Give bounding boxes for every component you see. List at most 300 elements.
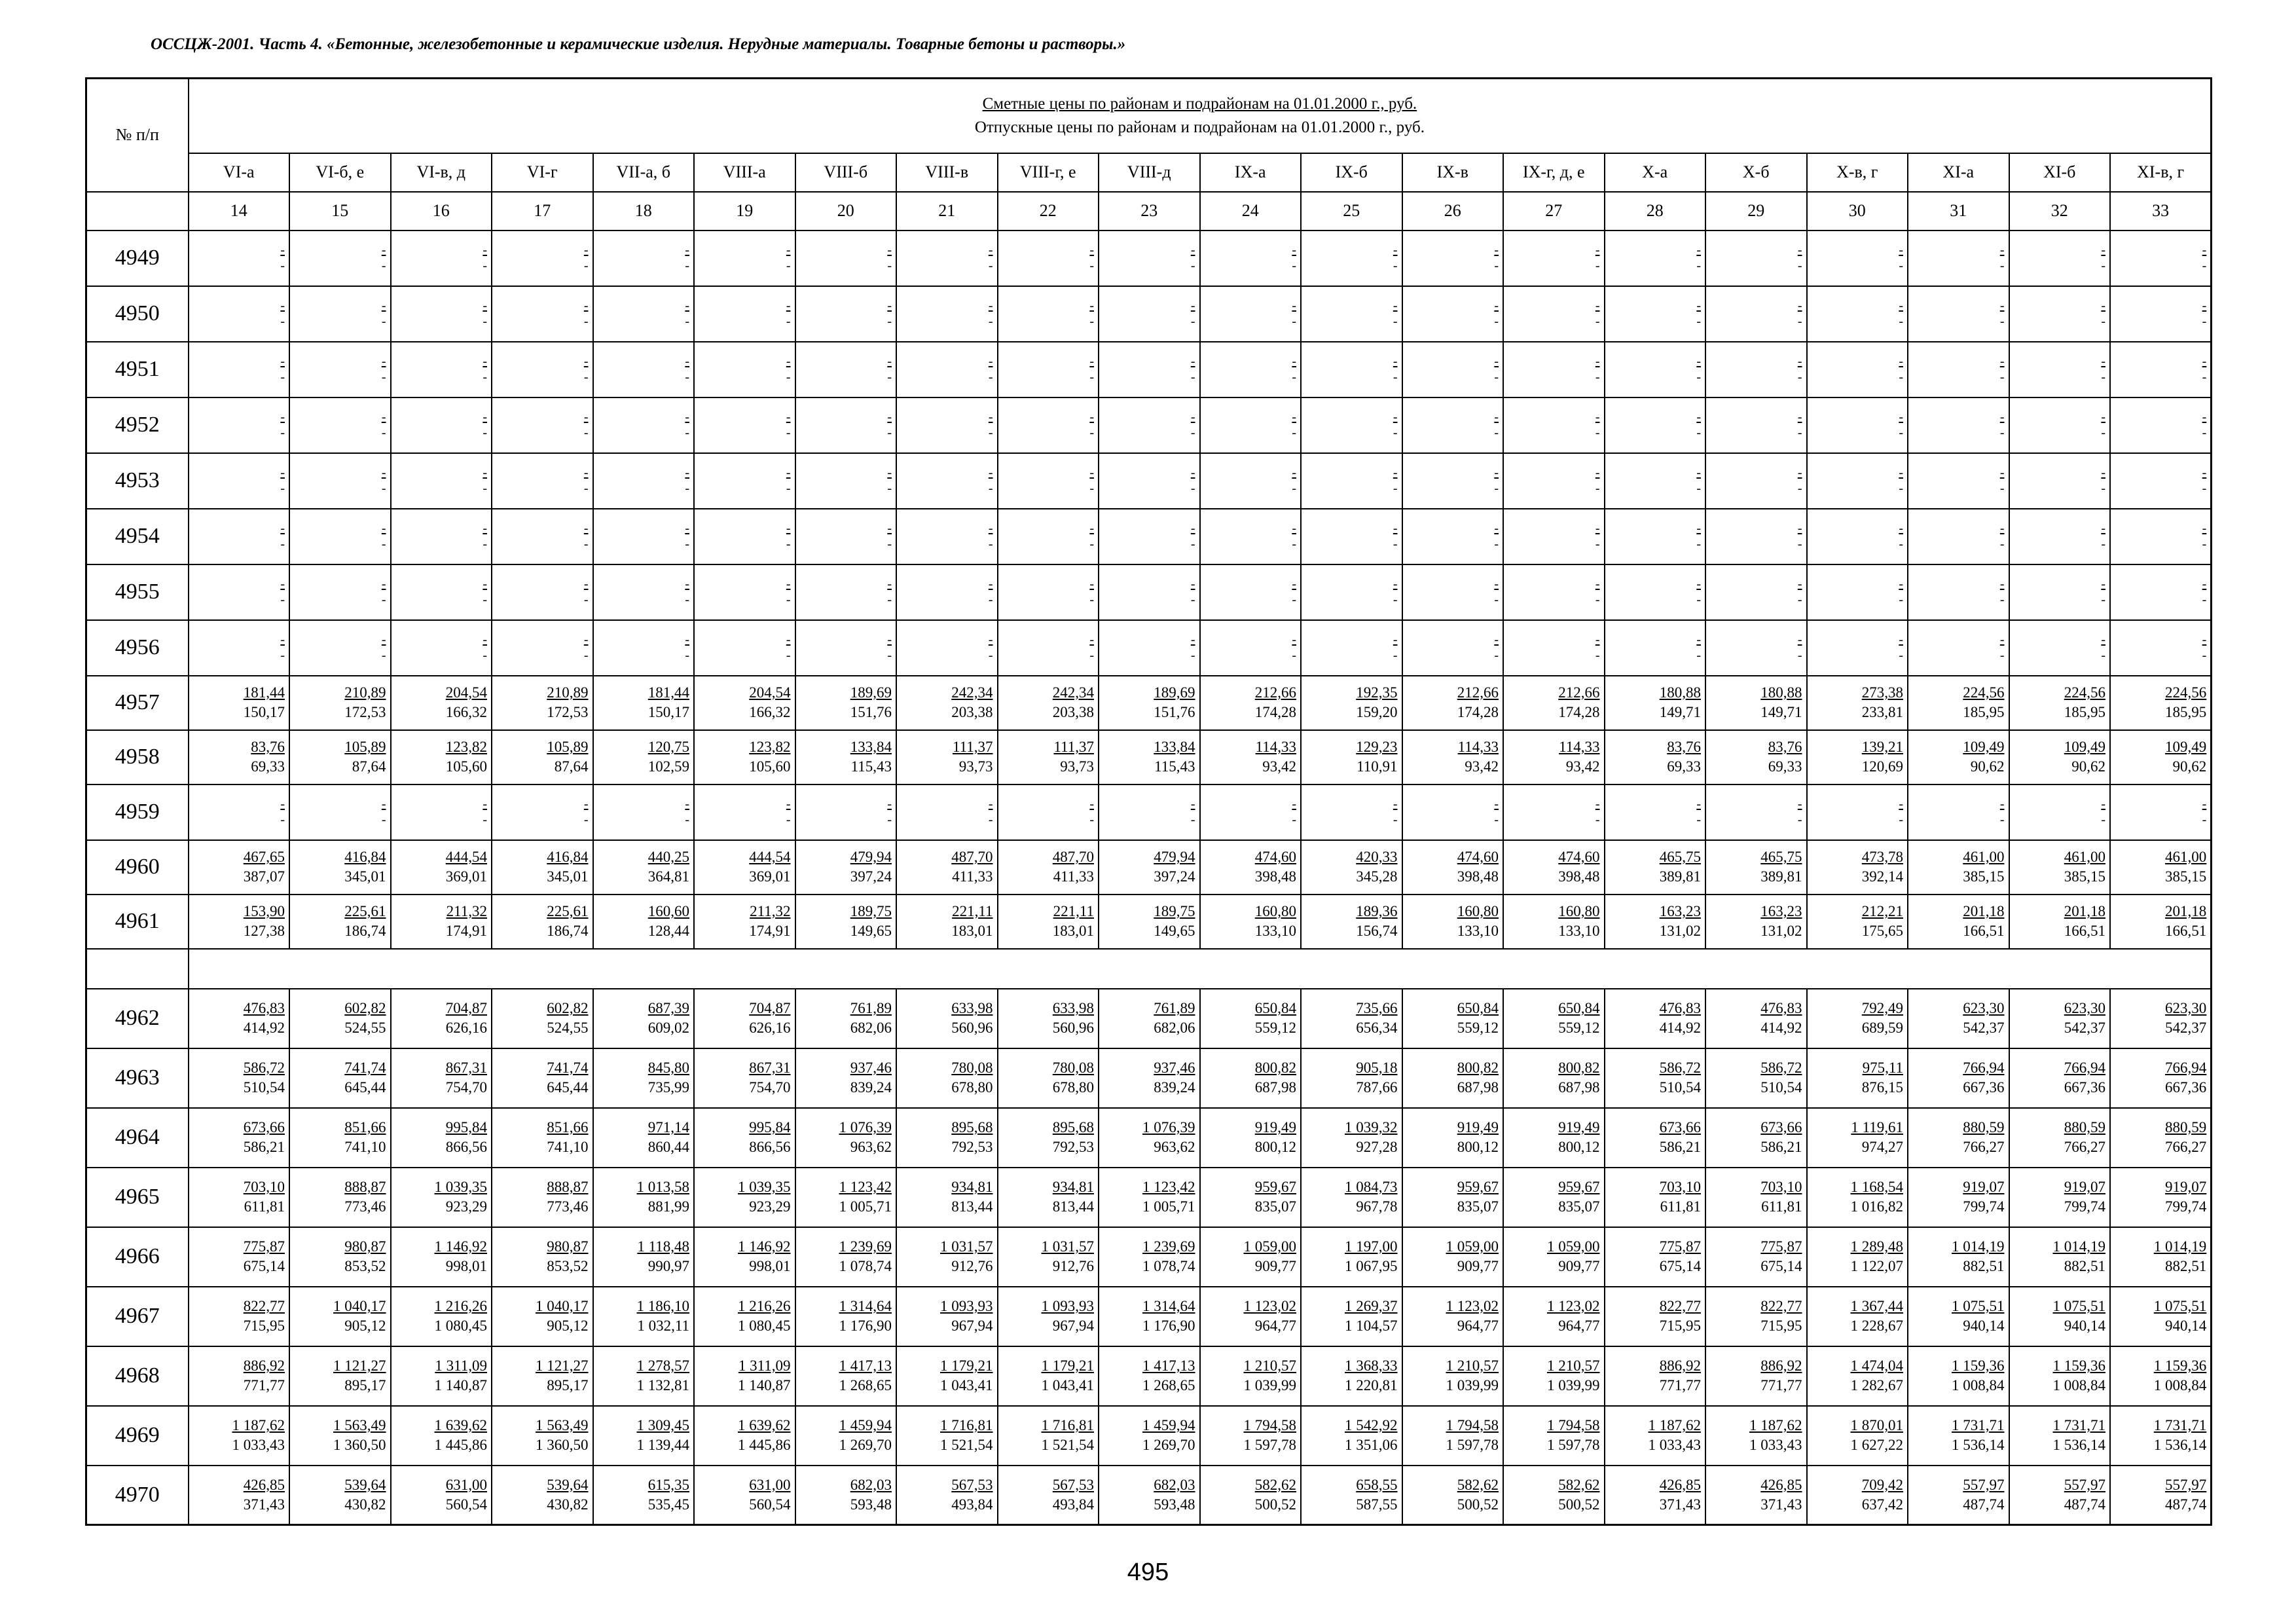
price-cell: [289, 286, 391, 342]
estimated-price: 1 123,42: [1142, 1179, 1195, 1195]
release-price: -: [1393, 537, 1398, 551]
release-price: -: [381, 314, 386, 329]
price-cell: [289, 453, 391, 509]
estimated-price: -: [1899, 797, 1903, 811]
price-cell: [998, 676, 1099, 730]
release-price: 560,54: [445, 1496, 487, 1513]
release-price: -: [1393, 813, 1398, 827]
estimated-price: 761,89: [850, 1000, 892, 1016]
estimated-price: 1 731,71: [1952, 1417, 2005, 1433]
estimated-price: 160,60: [647, 903, 689, 919]
price-cell: [1605, 1406, 1706, 1466]
release-price: -: [483, 426, 487, 440]
price-cell: [1807, 286, 1908, 342]
estimated-price: -: [1696, 410, 1701, 424]
release-price: 1 033,43: [232, 1437, 285, 1453]
price-cell: [2009, 1466, 2111, 1525]
release-price: -: [483, 259, 487, 273]
region-header: VIII-б: [795, 153, 897, 192]
release-price: 560,54: [749, 1496, 791, 1513]
price-cell: [1301, 453, 1402, 509]
price-cell: [1807, 1346, 1908, 1406]
price-cell: [896, 1346, 998, 1406]
release-price: 835,07: [1457, 1198, 1499, 1215]
price-cell: [694, 1406, 795, 1466]
release-price: 510,54: [1760, 1079, 1802, 1096]
estimated-price: 467,65: [243, 849, 285, 865]
table-row: [86, 286, 2212, 342]
price-cell: [391, 1227, 492, 1287]
release-price: 967,94: [1052, 1318, 1094, 1334]
estimated-price: -: [786, 410, 791, 424]
price-cell: [2009, 397, 2111, 453]
price-cell: [1503, 1346, 1605, 1406]
estimated-price: -: [988, 243, 993, 257]
release-price: 1 016,82: [1850, 1198, 1903, 1215]
estimated-price: 919,49: [1558, 1119, 1600, 1135]
estimated-price: -: [887, 354, 892, 369]
release-price: -: [1696, 537, 1701, 551]
estimated-price: 539,64: [547, 1476, 589, 1493]
price-cell: [391, 1168, 492, 1227]
estimated-price: 631,00: [749, 1476, 791, 1493]
table-row: [86, 342, 2212, 397]
release-price: 93,42: [1262, 758, 1296, 775]
release-price: 414,92: [243, 1020, 285, 1036]
estimated-price: 851,66: [344, 1119, 386, 1135]
release-price: 1 269,70: [839, 1437, 892, 1453]
estimated-price: -: [280, 466, 285, 480]
release-price: -: [483, 481, 487, 496]
estimated-price: 225,61: [547, 903, 589, 919]
region-header: VIII-д: [1099, 153, 1200, 192]
estimated-price: -: [1393, 577, 1398, 591]
price-cell: [1605, 397, 1706, 453]
release-price: 1 220,81: [1345, 1377, 1398, 1393]
price-cell: [1807, 620, 1908, 676]
price-cell: [1099, 1108, 1200, 1168]
price-cell: [189, 730, 290, 784]
estimated-price: 476,83: [1760, 1000, 1802, 1016]
price-cell: [391, 564, 492, 620]
estimated-price: -: [2101, 521, 2105, 536]
release-price: 371,43: [1760, 1496, 1802, 1513]
release-price: 133,10: [1558, 923, 1600, 939]
row-number: 4967: [86, 1287, 189, 1346]
estimated-price: -: [1292, 633, 1296, 647]
release-price: 1 597,78: [1243, 1437, 1296, 1453]
estimated-price: -: [1595, 633, 1600, 647]
estimated-price: 123,82: [445, 739, 487, 755]
price-cell: [694, 840, 795, 895]
region-header: VIII-а: [694, 153, 795, 192]
release-price: 166,32: [749, 704, 791, 720]
row-number: 4961: [86, 895, 189, 949]
release-price: 1 033,43: [1749, 1437, 1802, 1453]
release-price: 1 033,43: [1648, 1437, 1701, 1453]
release-price: 626,16: [749, 1020, 791, 1036]
price-cell: [391, 1466, 492, 1525]
price-cell: [2110, 564, 2212, 620]
release-price: -: [1292, 370, 1296, 384]
release-price: 1 176,90: [1142, 1318, 1195, 1334]
price-cell: [795, 453, 897, 509]
price-cell: [289, 1168, 391, 1227]
estimated-price: 704,87: [445, 1000, 487, 1016]
estimated-price: 1 269,37: [1345, 1298, 1398, 1314]
price-table: [85, 77, 2212, 1526]
estimated-price: 959,67: [1558, 1179, 1600, 1195]
estimated-price: 886,92: [1659, 1357, 1701, 1374]
estimated-price: 83,76: [1768, 739, 1802, 755]
price-cell: [1099, 676, 1200, 730]
estimated-price: -: [685, 521, 689, 536]
release-price: 963,62: [1154, 1139, 1195, 1155]
estimated-price: -: [1899, 299, 1903, 313]
release-price: 909,77: [1558, 1258, 1600, 1274]
price-cell: [998, 286, 1099, 342]
price-cell: [998, 564, 1099, 620]
price-cell: [1099, 1346, 1200, 1406]
release-price: 90,62: [2172, 758, 2207, 775]
estimated-price: 822,77: [243, 1298, 285, 1314]
release-price: -: [1292, 648, 1296, 663]
price-cell: [289, 1346, 391, 1406]
estimated-price: 189,75: [1154, 903, 1195, 919]
estimated-price: -: [1797, 354, 1802, 369]
release-price: -: [280, 593, 285, 607]
release-price: 493,84: [951, 1496, 993, 1513]
estimated-price: -: [1190, 466, 1195, 480]
price-cell: [896, 1406, 998, 1466]
estimated-price: -: [1899, 243, 1903, 257]
estimated-price: 221,11: [952, 903, 993, 919]
price-cell: [1908, 840, 2009, 895]
release-price: -: [988, 813, 993, 827]
price-cell: [1099, 840, 1200, 895]
price-cell: [189, 286, 290, 342]
estimated-price: 181,44: [243, 684, 285, 701]
price-cell: [1402, 342, 1504, 397]
region-header: VI-г: [492, 153, 593, 192]
estimated-price: 224,56: [2165, 684, 2207, 701]
region-header: VIII-в: [896, 153, 998, 192]
price-cell: [2009, 676, 2111, 730]
estimated-price: 1 146,92: [738, 1238, 791, 1255]
price-cell: [289, 342, 391, 397]
release-price: -: [381, 370, 386, 384]
estimated-price: 567,53: [1052, 1476, 1094, 1493]
release-price: -: [1190, 426, 1195, 440]
release-price: 414,92: [1659, 1020, 1701, 1036]
price-cell: [492, 784, 593, 840]
release-price: 682,06: [850, 1020, 892, 1036]
estimated-price: -: [381, 299, 386, 313]
estimated-price: 474,60: [1254, 849, 1296, 865]
price-cell: [593, 1048, 695, 1108]
estimated-price: 800,82: [1457, 1060, 1499, 1076]
estimated-price: -: [685, 633, 689, 647]
price-cell: [2009, 564, 2111, 620]
release-price: 675,14: [1659, 1258, 1701, 1274]
price-cell: [1200, 730, 1302, 784]
price-cell: [1200, 397, 1302, 453]
price-cell: [2009, 840, 2111, 895]
release-price: 912,76: [1052, 1258, 1094, 1274]
estimated-price: -: [1797, 243, 1802, 257]
price-cell: [998, 509, 1099, 564]
release-price: 687,98: [1457, 1079, 1499, 1096]
estimated-price: -: [1494, 354, 1499, 369]
price-cell: [795, 286, 897, 342]
price-cell: [1705, 286, 1807, 342]
estimated-price: 851,66: [547, 1119, 589, 1135]
price-cell: [2110, 840, 2212, 895]
price-cell: [2110, 397, 2212, 453]
release-price: -: [280, 537, 285, 551]
price-cell: [1807, 730, 1908, 784]
release-price: 369,01: [445, 868, 487, 885]
price-cell: [1807, 564, 1908, 620]
estimated-price: -: [1393, 299, 1398, 313]
table-row: [86, 989, 2212, 1048]
release-price: 626,16: [445, 1020, 487, 1036]
estimated-price: 83,76: [251, 739, 285, 755]
release-price: 964,77: [1457, 1318, 1499, 1334]
estimated-price: -: [685, 577, 689, 591]
release-price: 385,15: [2064, 868, 2105, 885]
release-price: 645,44: [547, 1079, 589, 1096]
price-cell: [1099, 564, 1200, 620]
estimated-price: 487,70: [1052, 849, 1094, 865]
estimated-price: -: [2202, 410, 2207, 424]
price-cell: [189, 231, 290, 286]
row-number: 4969: [86, 1406, 189, 1466]
column-number: 29: [1705, 192, 1807, 231]
price-cell: [289, 676, 391, 730]
price-cell: [1402, 1108, 1504, 1168]
price-cell: [289, 564, 391, 620]
price-cell: [896, 784, 998, 840]
price-cell: [492, 1227, 593, 1287]
estimated-price: -: [483, 521, 487, 536]
release-price: -: [483, 370, 487, 384]
price-cell: [1301, 1466, 1402, 1525]
price-cell: [1402, 1287, 1504, 1346]
release-price: 1 536,14: [2052, 1437, 2105, 1453]
column-number: 33: [2110, 192, 2212, 231]
estimated-price: -: [2101, 633, 2105, 647]
price-cell: [2110, 342, 2212, 397]
release-price: 1 521,54: [1041, 1437, 1094, 1453]
estimated-price: 1 367,44: [1850, 1298, 1903, 1314]
estimated-price: -: [1494, 521, 1499, 536]
price-cell: [1807, 1048, 1908, 1108]
estimated-price: 83,76: [1667, 739, 1701, 755]
estimated-price: 673,66: [1760, 1119, 1802, 1135]
estimated-price: 1 187,62: [1749, 1417, 1802, 1433]
release-price: 500,52: [1254, 1496, 1296, 1513]
price-cell: [391, 620, 492, 676]
release-price: -: [1494, 370, 1499, 384]
release-price: -: [887, 537, 892, 551]
estimated-price: 1 118,48: [637, 1238, 689, 1255]
estimated-price: -: [2202, 243, 2207, 257]
estimated-price: 224,56: [1963, 684, 2005, 701]
release-price: -: [1089, 593, 1094, 607]
release-price: 203,38: [1052, 704, 1094, 720]
estimated-price: -: [583, 633, 589, 647]
release-price: 487,74: [2165, 1496, 2207, 1513]
release-price: 93,42: [1465, 758, 1499, 775]
release-price: -: [1595, 314, 1600, 329]
estimated-price: 133,84: [850, 739, 892, 755]
price-cell: [1705, 989, 1807, 1048]
price-cell: [795, 1466, 897, 1525]
estimated-price: 109,49: [2165, 739, 2207, 755]
price-cell: [1099, 989, 1200, 1048]
estimated-price: -: [1595, 354, 1600, 369]
release-price: -: [1696, 370, 1701, 384]
release-price: 414,92: [1760, 1020, 1802, 1036]
price-cell: [1605, 1108, 1706, 1168]
price-cell: [1099, 1287, 1200, 1346]
release-price: 1 039,99: [1547, 1377, 1600, 1393]
estimated-price: -: [1696, 466, 1701, 480]
price-cell: [2009, 895, 2111, 949]
price-cell: [1605, 676, 1706, 730]
estimated-price: 105,89: [344, 739, 386, 755]
release-price: 773,46: [547, 1198, 589, 1215]
estimated-price: 703,10: [243, 1179, 285, 1195]
release-price: 800,12: [1254, 1139, 1296, 1155]
price-cell: [1705, 1168, 1807, 1227]
estimated-price: 476,83: [1659, 1000, 1701, 1016]
estimated-price: 567,53: [951, 1476, 993, 1493]
price-cell: [289, 840, 391, 895]
price-cell: [1402, 895, 1504, 949]
price-cell: [1301, 676, 1402, 730]
price-cell: [694, 1168, 795, 1227]
release-price: -: [1595, 593, 1600, 607]
row-number: 4958: [86, 730, 189, 784]
release-price: 110,91: [1357, 758, 1398, 775]
release-price: -: [1797, 426, 1802, 440]
estimated-price: 888,87: [344, 1179, 386, 1195]
release-price: -: [2101, 813, 2105, 827]
price-cell: [1503, 1287, 1605, 1346]
price-cell: [1807, 453, 1908, 509]
estimated-price: 426,85: [243, 1476, 285, 1493]
release-price: 183,01: [951, 923, 993, 939]
price-cell: [593, 620, 695, 676]
estimated-price: 602,82: [344, 1000, 386, 1016]
price-cell: [492, 730, 593, 784]
estimated-price: 775,87: [1659, 1238, 1701, 1255]
estimated-price: 886,92: [1760, 1357, 1802, 1374]
price-cell: [1807, 895, 1908, 949]
price-cell: [1301, 989, 1402, 1048]
region-header: VI-б, е: [289, 153, 391, 192]
release-price: -: [786, 813, 791, 827]
release-price: -: [1089, 648, 1094, 663]
estimated-price: 650,84: [1254, 1000, 1296, 1016]
column-number: 32: [2009, 192, 2111, 231]
price-cell: [593, 676, 695, 730]
estimated-price: -: [1999, 466, 2005, 480]
price-cell: [694, 895, 795, 949]
price-cell: [1908, 1406, 2009, 1466]
estimated-price: 631,00: [445, 1476, 487, 1493]
price-cell: [1503, 784, 1605, 840]
estimated-price: -: [1089, 633, 1094, 647]
release-price: 593,48: [1154, 1496, 1195, 1513]
price-cell: [1605, 1048, 1706, 1108]
price-cell: [1301, 1227, 1402, 1287]
price-cell: [1908, 989, 2009, 1048]
price-cell: [593, 509, 695, 564]
estimated-price: 1 731,71: [2052, 1417, 2105, 1433]
price-cell: [1200, 1048, 1302, 1108]
estimated-price: -: [583, 466, 589, 480]
estimated-price: 623,30: [2064, 1000, 2105, 1016]
price-cell: [1503, 453, 1605, 509]
estimated-price: 703,10: [1659, 1179, 1701, 1195]
row-number: 4966: [86, 1227, 189, 1287]
release-price: 835,07: [1558, 1198, 1600, 1215]
price-cell: [1908, 1346, 2009, 1406]
price-cell: [795, 1346, 897, 1406]
estimated-price: 160,80: [1457, 903, 1499, 919]
estimated-price: -: [887, 299, 892, 313]
estimated-price: -: [1797, 299, 1802, 313]
estimated-price: 761,89: [1154, 1000, 1195, 1016]
estimated-price: -: [2101, 797, 2105, 811]
release-price: 156,74: [1356, 923, 1398, 939]
estimated-price: 133,84: [1154, 739, 1195, 755]
estimated-price: -: [786, 633, 791, 647]
release-price: 667,36: [2165, 1079, 2207, 1096]
price-cell: [2009, 1287, 2111, 1346]
price-cell: [1301, 730, 1402, 784]
release-price: 233,81: [1861, 704, 1903, 720]
estimated-price: 1 417,13: [839, 1357, 892, 1374]
price-cell: [189, 895, 290, 949]
release-price: -: [280, 370, 285, 384]
price-cell: [1605, 286, 1706, 342]
table-row: [86, 1108, 2212, 1168]
price-cell: [593, 1466, 695, 1525]
release-price: -: [2101, 481, 2105, 496]
price-cell: [593, 784, 695, 840]
table-row: [86, 509, 2212, 564]
estimated-price: 210,89: [344, 684, 386, 701]
release-price: 397,24: [1154, 868, 1195, 885]
estimated-price: 780,08: [1052, 1060, 1094, 1076]
row-number: 4963: [86, 1048, 189, 1108]
estimated-price: 1 216,26: [738, 1298, 791, 1314]
release-price: 1 536,14: [2153, 1437, 2207, 1453]
page-number: 495: [1127, 1559, 1169, 1586]
estimated-price: -: [280, 299, 285, 313]
price-cell: [1402, 397, 1504, 453]
release-price: 1 140,87: [434, 1377, 487, 1393]
release-price: -: [1089, 370, 1094, 384]
estimated-price: 444,54: [445, 849, 487, 865]
price-cell: [896, 453, 998, 509]
release-price: -: [1393, 648, 1398, 663]
estimated-price: 905,18: [1356, 1060, 1398, 1076]
